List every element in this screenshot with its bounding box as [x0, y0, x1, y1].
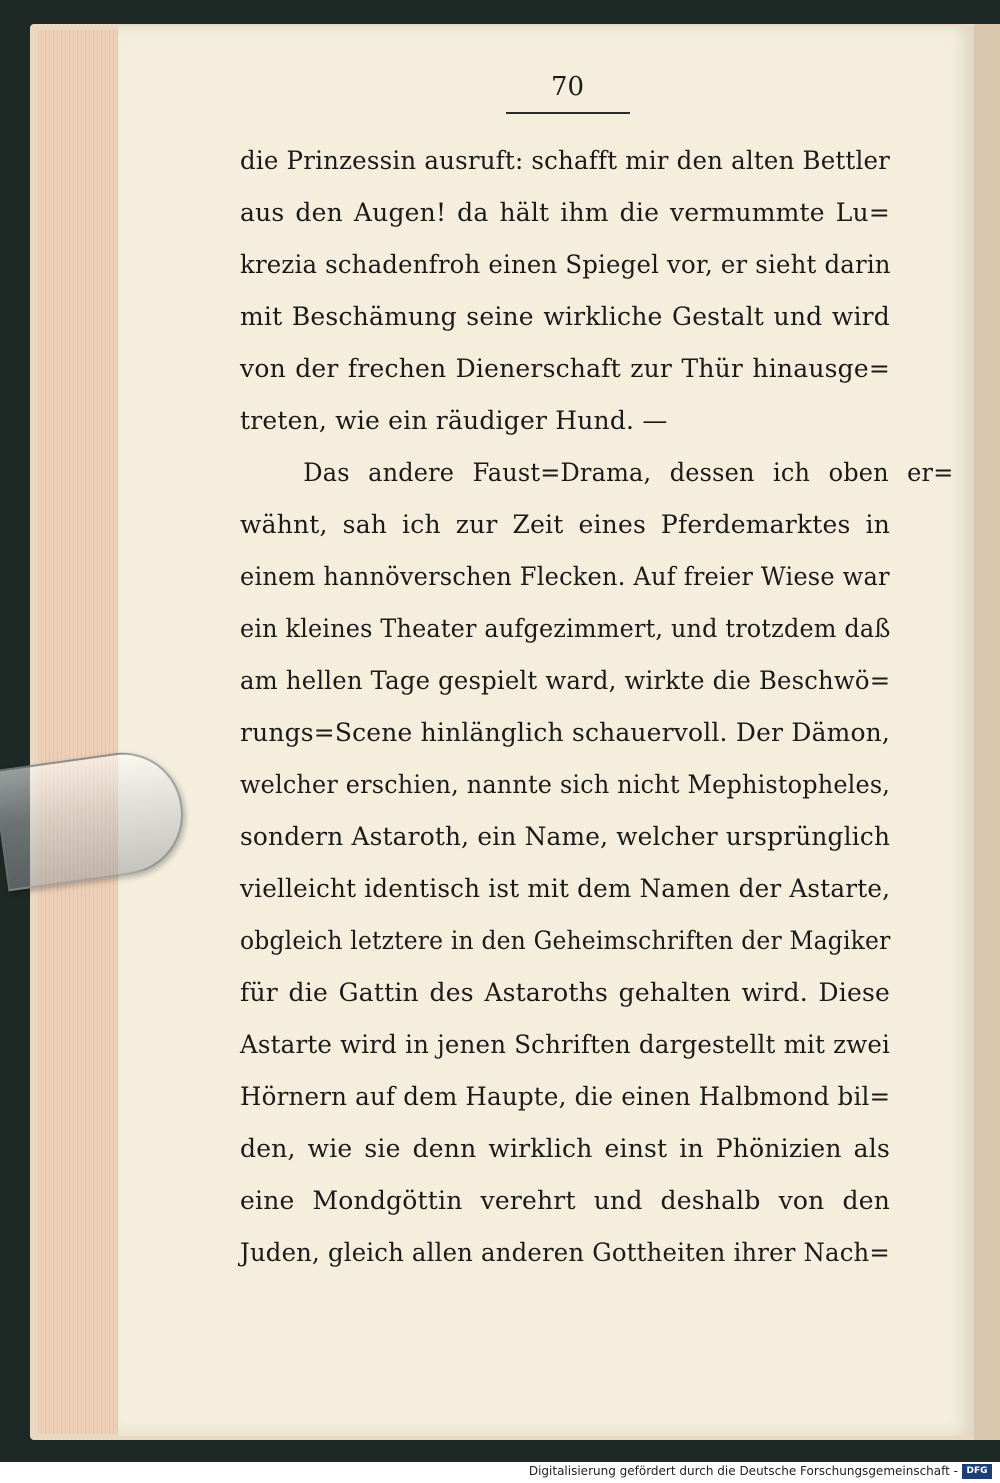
text-line: treten, wie ein räudiger Hund. — — [240, 406, 668, 435]
text-line: mit Beschämung seine wirkliche Gestalt und wird — [240, 302, 890, 331]
funding-credit: Digitalisierung gefördert durch die Deutsche Forschungsgemeinschaft - — [528, 1464, 958, 1478]
page-number-rule — [506, 112, 630, 114]
text-line: Das andere Faust=Drama, dessen ich oben er= — [303, 458, 954, 487]
text-line: welcher erschien, nannte sich nicht Mephistopheles, — [240, 770, 891, 799]
text-line: ein kleines Theater aufgezimmert, und trotzdem daß — [240, 614, 891, 643]
text-line: Juden, gleich allen anderen Gottheiten ihrer Nach= — [240, 1238, 890, 1267]
text-line: einem hannöverschen Flecken. Auf freier Wiese war — [240, 562, 890, 591]
page-number: 70 — [550, 72, 585, 102]
text-line: obgleich letztere in den Geheimschriften der Magiker — [240, 926, 891, 955]
text-line: rungs=Scene hinlänglich schauervoll. Der Dämon, — [240, 718, 891, 747]
text-line: wähnt, sah ich zur Zeit eines Pferdemarktes in — [240, 510, 890, 539]
text-line: den, wie sie denn wirklich einst in Phönizien als — [240, 1134, 890, 1163]
facing-page-edge — [974, 24, 1000, 1440]
text-line: Hörnern auf dem Haupte, die einen Halbmond bil= — [240, 1082, 891, 1111]
text-line: am hellen Tage gespielt ward, wirkte die Beschwö= — [240, 666, 891, 695]
text-line: aus den Augen! da hält ihm die vermummte Lu= — [240, 198, 890, 227]
text-line: Astarte wird in jenen Schriften dargestellt mit zwei — [240, 1030, 891, 1059]
text-line: sondern Astaroth, ein Name, welcher ursprünglich — [240, 822, 891, 851]
text-line: von der frechen Dienerschaft zur Thür hinausge= — [240, 354, 890, 383]
text-line: die Prinzessin ausruft: schafft mir den alten Bettler — [240, 146, 891, 175]
dfg-logo: DFG — [962, 1464, 992, 1479]
text-line: vielleicht identisch ist mit dem Namen der Astarte, — [240, 874, 891, 903]
text-line: krezia schadenfroh einen Spiegel vor, er sieht darin — [240, 250, 891, 279]
text-line: für die Gattin des Astaroths gehalten wird. Diese — [240, 978, 890, 1007]
page-edges — [38, 30, 119, 1434]
text-line: eine Mondgöttin verehrt und deshalb von den — [240, 1186, 890, 1215]
footer-bar — [0, 1462, 1000, 1483]
